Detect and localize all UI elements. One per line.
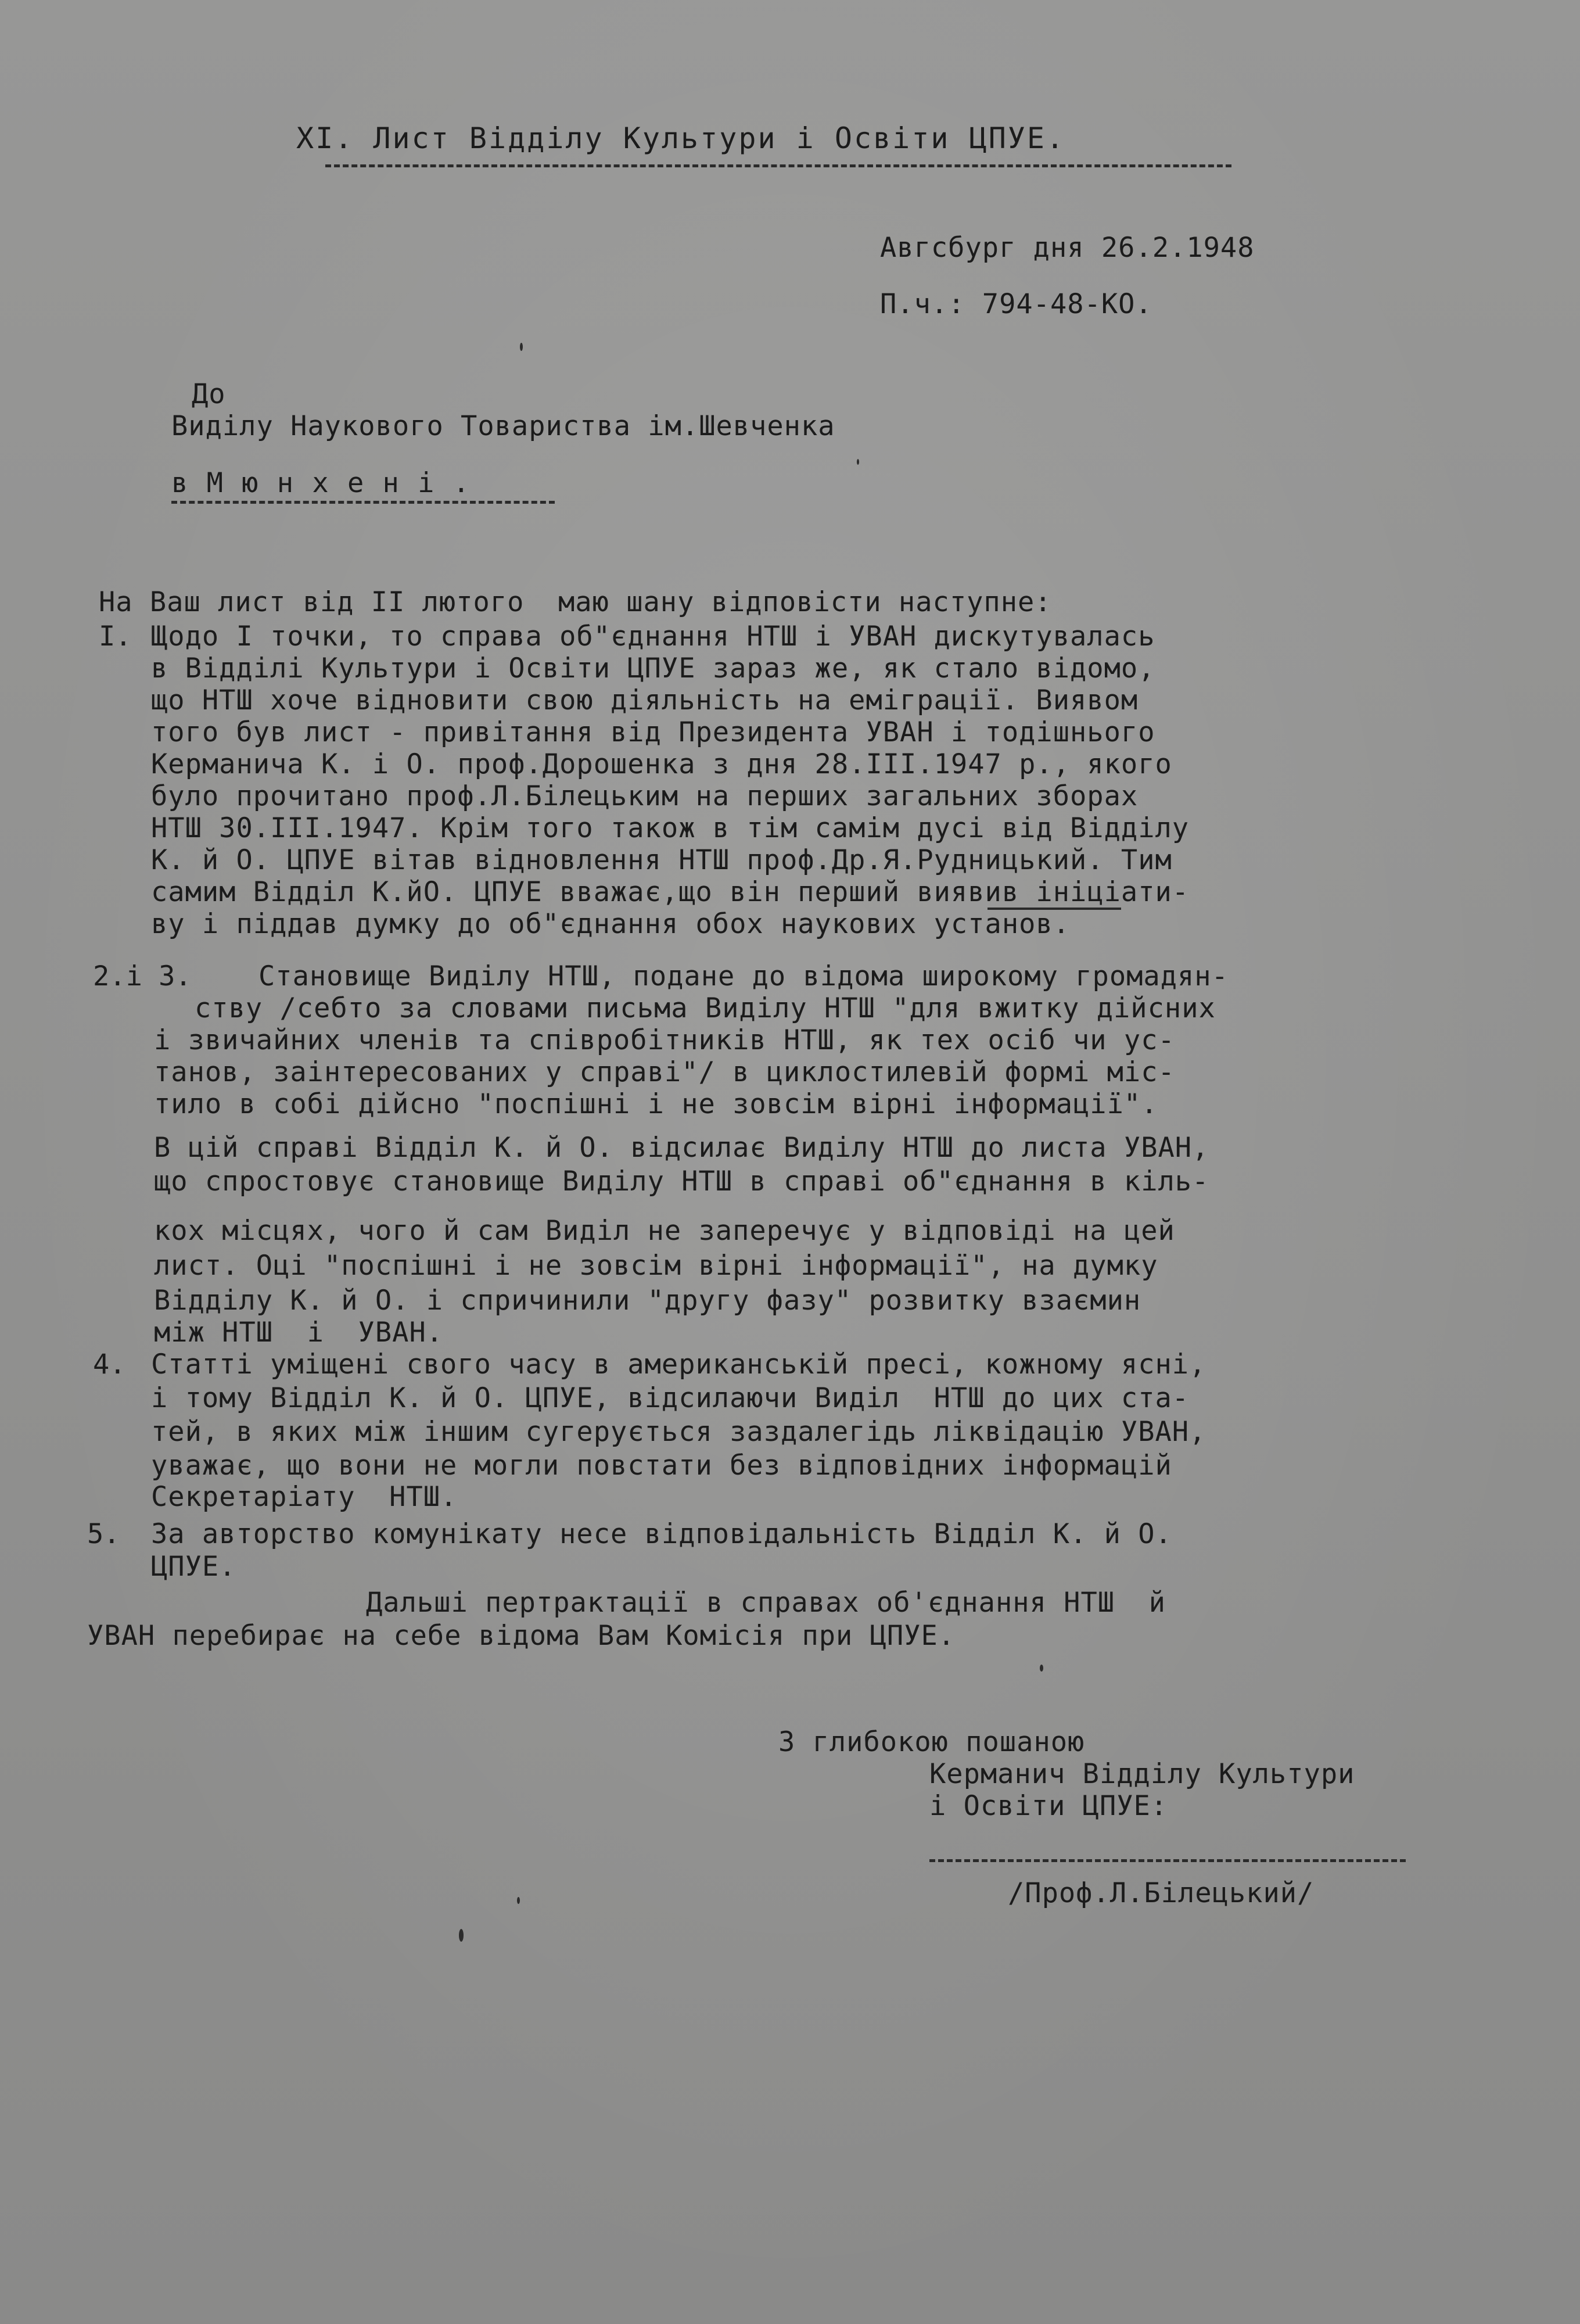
item-1-line: ву і піддав думку до об"єднання обох наукових установ.	[151, 908, 1071, 940]
item-4-line: тей, в яких між іншим сугерується заздалегідь ліквідацію УВАН,	[151, 1416, 1206, 1448]
item-2-3-line: і звичайних членів та співробітників НТШ, як тех осіб чи ус-	[154, 1024, 1175, 1056]
signature-line: З глибокою пошаною	[778, 1726, 1085, 1758]
signature-line: і Освіти ЦПУЕ:	[929, 1790, 1168, 1822]
item-4-number: 4.	[93, 1349, 126, 1380]
item-1-line: НТШ 30.III.1947. Крім того також в тім самім дусі від Відділу	[151, 812, 1190, 844]
item-4-line: і тому Відділ К. й О. ЦПУЕ, відсилаючи Виділ НТШ до цих ста-	[151, 1382, 1190, 1414]
item-2-3-line: лист. Оці "поспішні і не зовсім вірні інформації", на думку	[154, 1250, 1158, 1282]
item-2-3-line: Відділу К. й О. і спричинили "другу фазу" розвитку взаємин	[154, 1285, 1141, 1317]
closing-line: УВАН перебирає на себе відома Вам Комісія при ЦПУЕ.	[87, 1620, 956, 1652]
item-1-line: Щодо I точки, то справа об"єднання НТШ і УВАН дискутувалась	[151, 621, 1155, 652]
paper-speck	[520, 343, 523, 351]
item-5-line: ЦПУЕ.	[151, 1551, 236, 1583]
body-intro: На Ваш лист від II лютого маю шану відповісти наступне:	[99, 586, 1052, 618]
closing-line: Дальші пертрактації в справах об'єднання НТШ й	[366, 1587, 1166, 1619]
signature-rule	[929, 1859, 1406, 1862]
item-2-3-line: танов, заінтересованих у справі"/ в циклостилевій формі міс-	[154, 1056, 1175, 1088]
item-4-line: Статті уміщені свого часу в американській пресі, кожному ясні,	[151, 1349, 1206, 1380]
item-1-line: було прочитано проф.Л.Білецьким на перших загальних зборах	[151, 780, 1139, 812]
item-1-line: в Відділі Культури і Освіти ЦПУЕ зараз же, як стало відомо,	[151, 652, 1155, 684]
signature-name: /Проф.Л.Білецький/	[1008, 1877, 1315, 1909]
paper-speck	[517, 1897, 520, 1904]
item-1-line: самим Відділ К.йО. ЦПУЕ вважає,що він перший виявив ініціати-	[151, 876, 1190, 908]
item-1-line: що НТШ хоче відновити свою діяльність на еміграції. Виявом	[151, 684, 1139, 716]
item-2-3-line: ству /себто за словами письма Виділу НТШ "для вжитку дійсних	[195, 992, 1216, 1024]
place-underline	[171, 501, 555, 504]
item-1-line: К. й О. ЦПУЕ вітав відновлення НТШ проф.Др.Я.Рудницький. Тим	[151, 844, 1172, 876]
document-reference: П.ч.: 794-48-КО.	[880, 288, 1152, 320]
item-2-3-number: 2.і 3.	[93, 960, 192, 992]
item-2-3-line: що спростовує становище Виділу НТШ в справі об"єднання в кіль-	[154, 1165, 1209, 1197]
word-underline	[988, 908, 1121, 910]
title-underline	[325, 164, 1231, 167]
paper-speck	[1040, 1665, 1043, 1672]
paper-speck	[459, 1929, 464, 1942]
item-2-3-line: тило в собі дійсно "поспішні і не зовсім вірні інформації".	[154, 1088, 1158, 1120]
document-date: Авгсбург дня 26.2.1948	[880, 232, 1255, 264]
document-title: XI. Лист Відділу Культури і Освіти ЦПУЕ.	[296, 121, 1066, 155]
paper-speck	[857, 459, 859, 465]
item-2-3-line: кох місцях, чого й сам Виділ не заперечує у відповіді на цей	[154, 1215, 1175, 1247]
item-5-line: За авторство комунікату несе відповідальність Відділ К. й О.	[151, 1518, 1172, 1550]
address-place: в М ю н х е н і .	[171, 467, 471, 499]
address-recipient: Виділу Наукового Товариства ім.Шевченка	[171, 410, 835, 442]
item-1-line: Керманича К. і О. проф.Дорошенка з дня 28.III.1947 р., якого	[151, 748, 1172, 780]
item-2-3-line: між НТШ і УВАН.	[154, 1317, 444, 1349]
item-4-line: уважає, що вони не могли повстати без відповідних інформацій	[151, 1450, 1172, 1482]
item-4-line: Секретаріату НТШ.	[151, 1481, 458, 1513]
item-2-3-line: Становище Виділу НТШ, подане до відома широкому громадян-	[258, 960, 1229, 992]
item-2-3-line: В цій справі Відділ К. й О. відсилає Виділу НТШ до листа УВАН,	[154, 1132, 1209, 1164]
address-to: До	[192, 378, 226, 410]
item-1-line: того був лист - привітання від Президента УВАН і тодішнього	[151, 716, 1155, 748]
item-1-number: I.	[99, 621, 132, 652]
item-5-number: 5.	[87, 1518, 120, 1550]
signature-line: Керманич Відділу Культури	[929, 1758, 1355, 1790]
